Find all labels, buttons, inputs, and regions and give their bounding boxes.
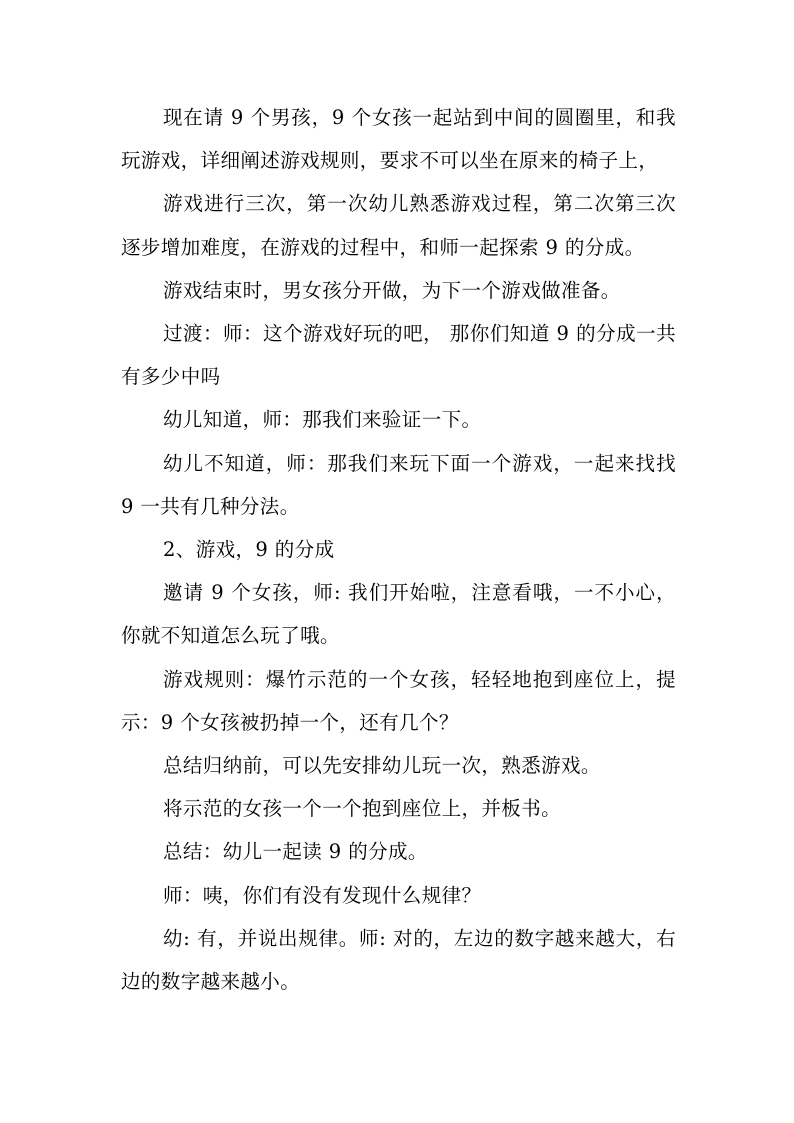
paragraph-game-rounds: 游戏进行三次，第一次幼儿熟悉游戏过程，第二次第三次逐步增加难度，在游戏的过程中，和师一起探索 9 的分成。 [121,192,676,259]
paragraph-game-end: 游戏结束时，男女孩分开做，为下一个游戏做准备。 [163,278,621,302]
paragraph-children-dont-know: 幼儿不知道，师：那我们来玩下面一个游戏，一起来找找 9 一共有几种分法。 [121,451,676,518]
paragraph-board-writing: 将示范的女孩一个一个抱到座位上，并板书。 [163,797,562,821]
paragraph-pattern-answer: 幼: 有，并说出规律。师: 对的，左边的数字越来越大，右边的数字越来越小。 [121,926,676,994]
paragraph-game-setup: 现在请 9 个男孩，9 个女孩一起站到中间的圆圈里，和我玩游戏，详细阐述游戏规则，要求不可以坐在原来的椅子上， [121,106,676,173]
document-body [121,96,676,1003]
paragraph-summary-prep: 总结归纳前，可以先安排幼儿玩一次，熟悉游戏。 [163,754,601,778]
paragraph-game-rules: 游戏规则：爆竹示范的一个女孩，轻轻地抱到座位上，提示：9 个女孩被扔掉一个，还有几个？ [121,667,676,734]
paragraph-invite-girls: 邀请 9 个女孩，师: 我们开始啦，注意看哦，一不小心，你就不知道怎么玩了哦。 [121,581,676,648]
paragraph-summary-read: 总结：幼儿一起读 9 的分成。 [163,840,428,864]
paragraph-children-know: 幼儿知道，师：那我们来验证一下。 [163,408,482,432]
section-heading-game-2: 2、游戏，9 的分成 [163,538,335,562]
paragraph-teacher-question: 师：咦，你们有没有发现什么规律？ [163,883,482,907]
paragraph-transition: 过渡：师：这个游戏好玩的吧， 那你们知道 9 的分成一共有多少中吗 [121,322,676,389]
